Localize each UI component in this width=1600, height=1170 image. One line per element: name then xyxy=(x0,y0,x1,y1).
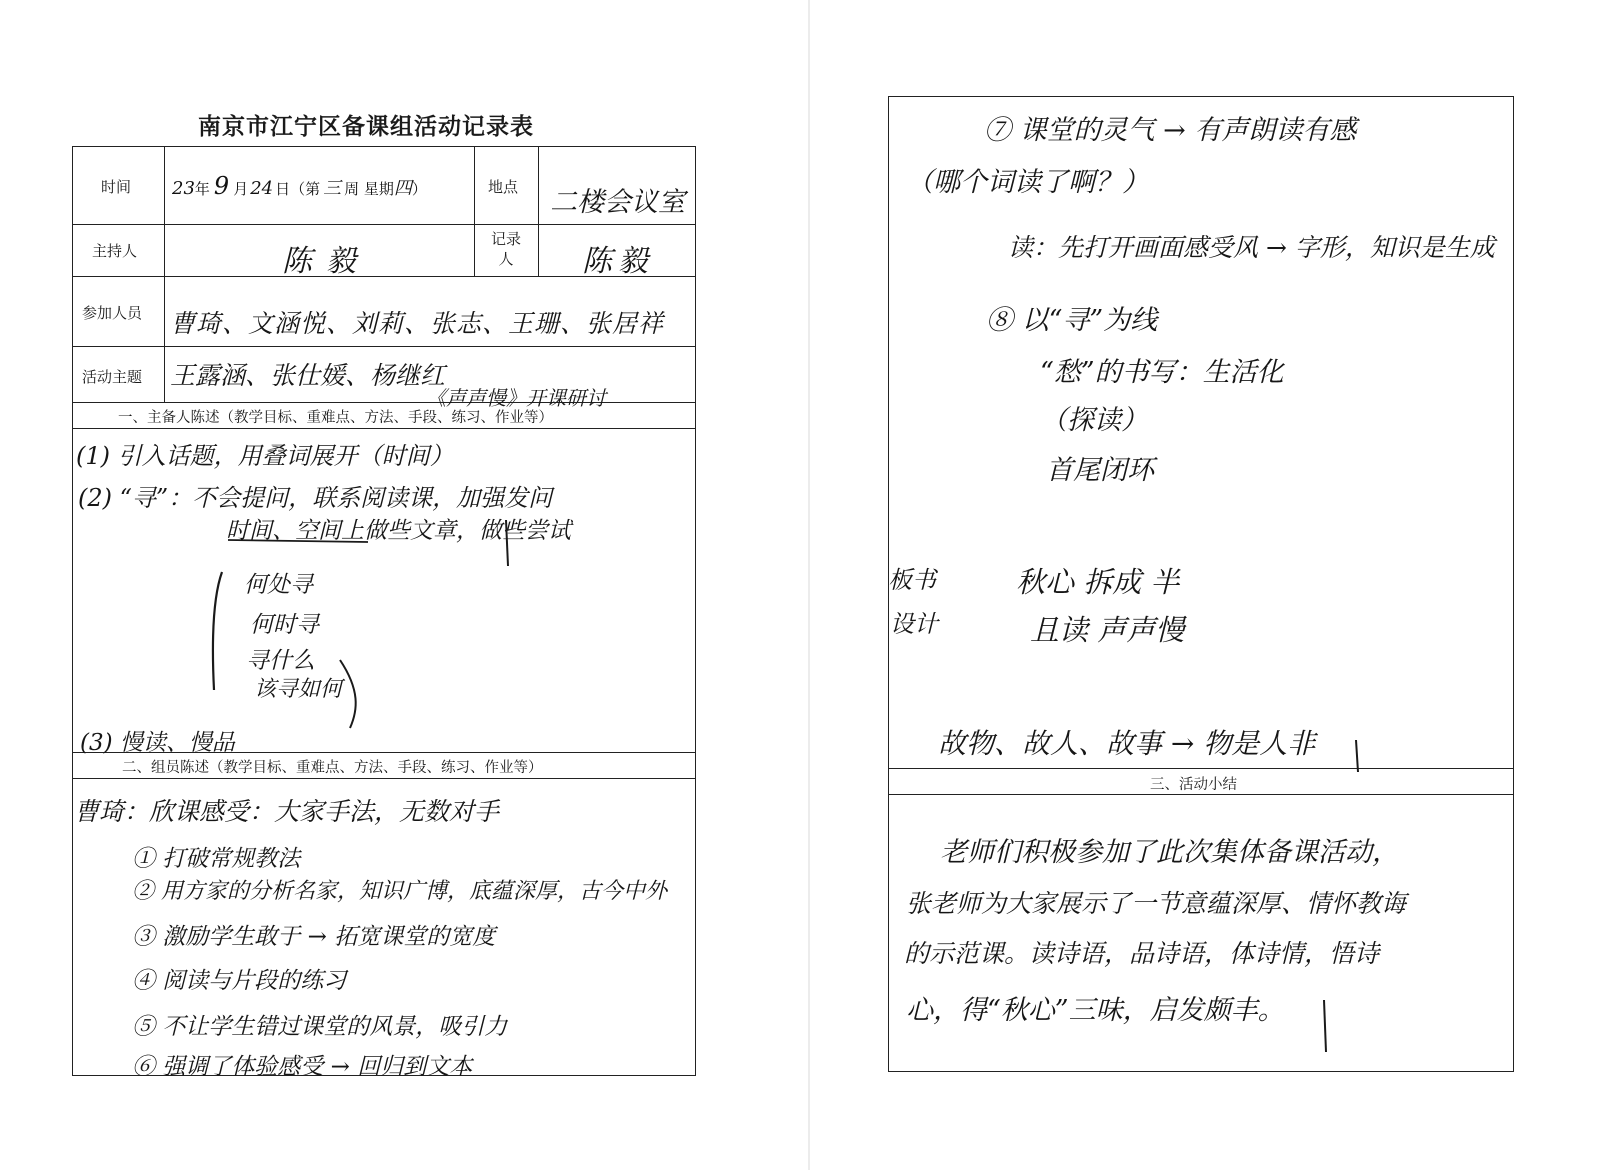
stroke-mark xyxy=(1324,1000,1326,1052)
stroke-mark xyxy=(1356,740,1358,772)
section2-line-7: ⑥ 强调了体验感受 → 回归到文本 xyxy=(132,1054,473,1080)
section1-line-7: 该寻如何 xyxy=(254,677,343,702)
topic-value-2: 《声声慢》开课研讨 xyxy=(426,386,606,410)
time-close: ） xyxy=(411,180,427,198)
label-topic: 活动主题 xyxy=(82,368,143,386)
section1-line-5: 何时寻 xyxy=(250,612,319,638)
label-section2: 二、组员陈述（教学目标、重难点、方法、手段、练习、作业等） xyxy=(122,760,543,776)
section1-line-8: (3) 慢读、慢品 xyxy=(80,730,235,756)
host-value: 陈毅 xyxy=(282,244,370,279)
section2-line-6: ⑤ 不让学生错过课堂的风景，吸引力 xyxy=(132,1014,508,1040)
label-host: 主持人 xyxy=(92,242,138,260)
month-suffix: 月 xyxy=(233,180,249,198)
section1-line-4: 何处寻 xyxy=(244,572,313,598)
topic-value: 王露涵、张仕媛、杨继红 xyxy=(170,361,446,390)
label-time: 时间 xyxy=(101,178,132,196)
month-value: 9 xyxy=(213,172,230,200)
weekday-value: 四 xyxy=(393,178,412,199)
board-line-2: 且读 声声慢 xyxy=(1030,613,1185,647)
year-value: 23 xyxy=(172,178,195,199)
section2-line-4: ③ 激励学生敢于 → 拓宽课堂的宽度 xyxy=(132,924,496,950)
label-location: 地点 xyxy=(488,178,519,196)
label-participants: 参加人员 xyxy=(82,304,143,322)
week-value: 三 xyxy=(323,178,342,199)
right-line-7: 首尾闭环 xyxy=(1046,455,1154,486)
section1-line-1: (1) 引入话题，用叠词展开（时间） xyxy=(76,442,454,470)
board-line-1: 秋心 拆成 半 xyxy=(1016,565,1180,599)
summary-line-3: 的示范课。读诗语，品诗语，体诗情，悟诗 xyxy=(904,939,1380,968)
label-section1: 一、主备人陈述（教学目标、重难点、方法、手段、练习、作业等） xyxy=(118,410,553,426)
right-line-5: “愁”的书写：生活化 xyxy=(1040,357,1284,388)
section2-line-2: ① 打破常规教法 xyxy=(132,846,301,872)
section2-line-5: ④ 阅读与片段的练习 xyxy=(132,968,347,994)
summary-line-4: 心，得“秋心”三味，启发颇丰。 xyxy=(906,995,1285,1026)
board-label-1: 板书 xyxy=(888,566,936,594)
section1-line-2: (2) “寻”：不会提问，联系阅读课，加强发问 xyxy=(78,484,553,512)
right-line-3: 读：先打开画面感受风 → 字形，知识是生成 xyxy=(1008,233,1495,262)
summary-line-2: 张老师为大家展示了一节意蕴深厚、情怀教诲 xyxy=(906,889,1407,918)
section1-line-6: 寻什么 xyxy=(246,648,315,674)
right-line-2: （哪个词读了啊？） xyxy=(906,167,1149,198)
right-line-6: （探读） xyxy=(1040,405,1148,436)
year-suffix: 年 xyxy=(194,180,210,198)
participants-value: 曹琦、文涵悦、刘莉、张志、王珊、张居祥 xyxy=(170,309,665,338)
day-value: 24 xyxy=(250,178,274,199)
section2-line-3: ② 用方家的分析名家，知识广博，底蕴深厚，古今中外 xyxy=(132,879,667,904)
right-line-4: ⑧ 以“寻”为线 xyxy=(986,305,1158,336)
summary-line-1: 老师们积极参加了此次集体备课活动， xyxy=(940,837,1399,868)
section2-line-1: 曹琦：欣课感受：大家手法，无数对手 xyxy=(74,797,500,826)
section1-line-3: 时间、空间上做些文章，做些尝试 xyxy=(226,518,571,544)
label-recorder: 记录人 xyxy=(490,230,521,268)
week-suffix: 周 星期 xyxy=(344,180,394,198)
location-value: 二楼会议室 xyxy=(550,187,685,218)
recorder-value: 陈毅 xyxy=(582,244,654,279)
day-suffix: 日（第 xyxy=(275,180,321,198)
label-section3: 三、活动小结 xyxy=(1150,777,1237,793)
board-label-2: 设计 xyxy=(890,610,938,638)
right-line-1: ⑦ 课堂的灵气 → 有声朗读有感 xyxy=(984,115,1357,146)
board-bottom: 故物、故人、故事 → 物是人非 xyxy=(938,727,1316,760)
form-title: 南京市江宁区备课组活动记录表 xyxy=(198,114,534,140)
